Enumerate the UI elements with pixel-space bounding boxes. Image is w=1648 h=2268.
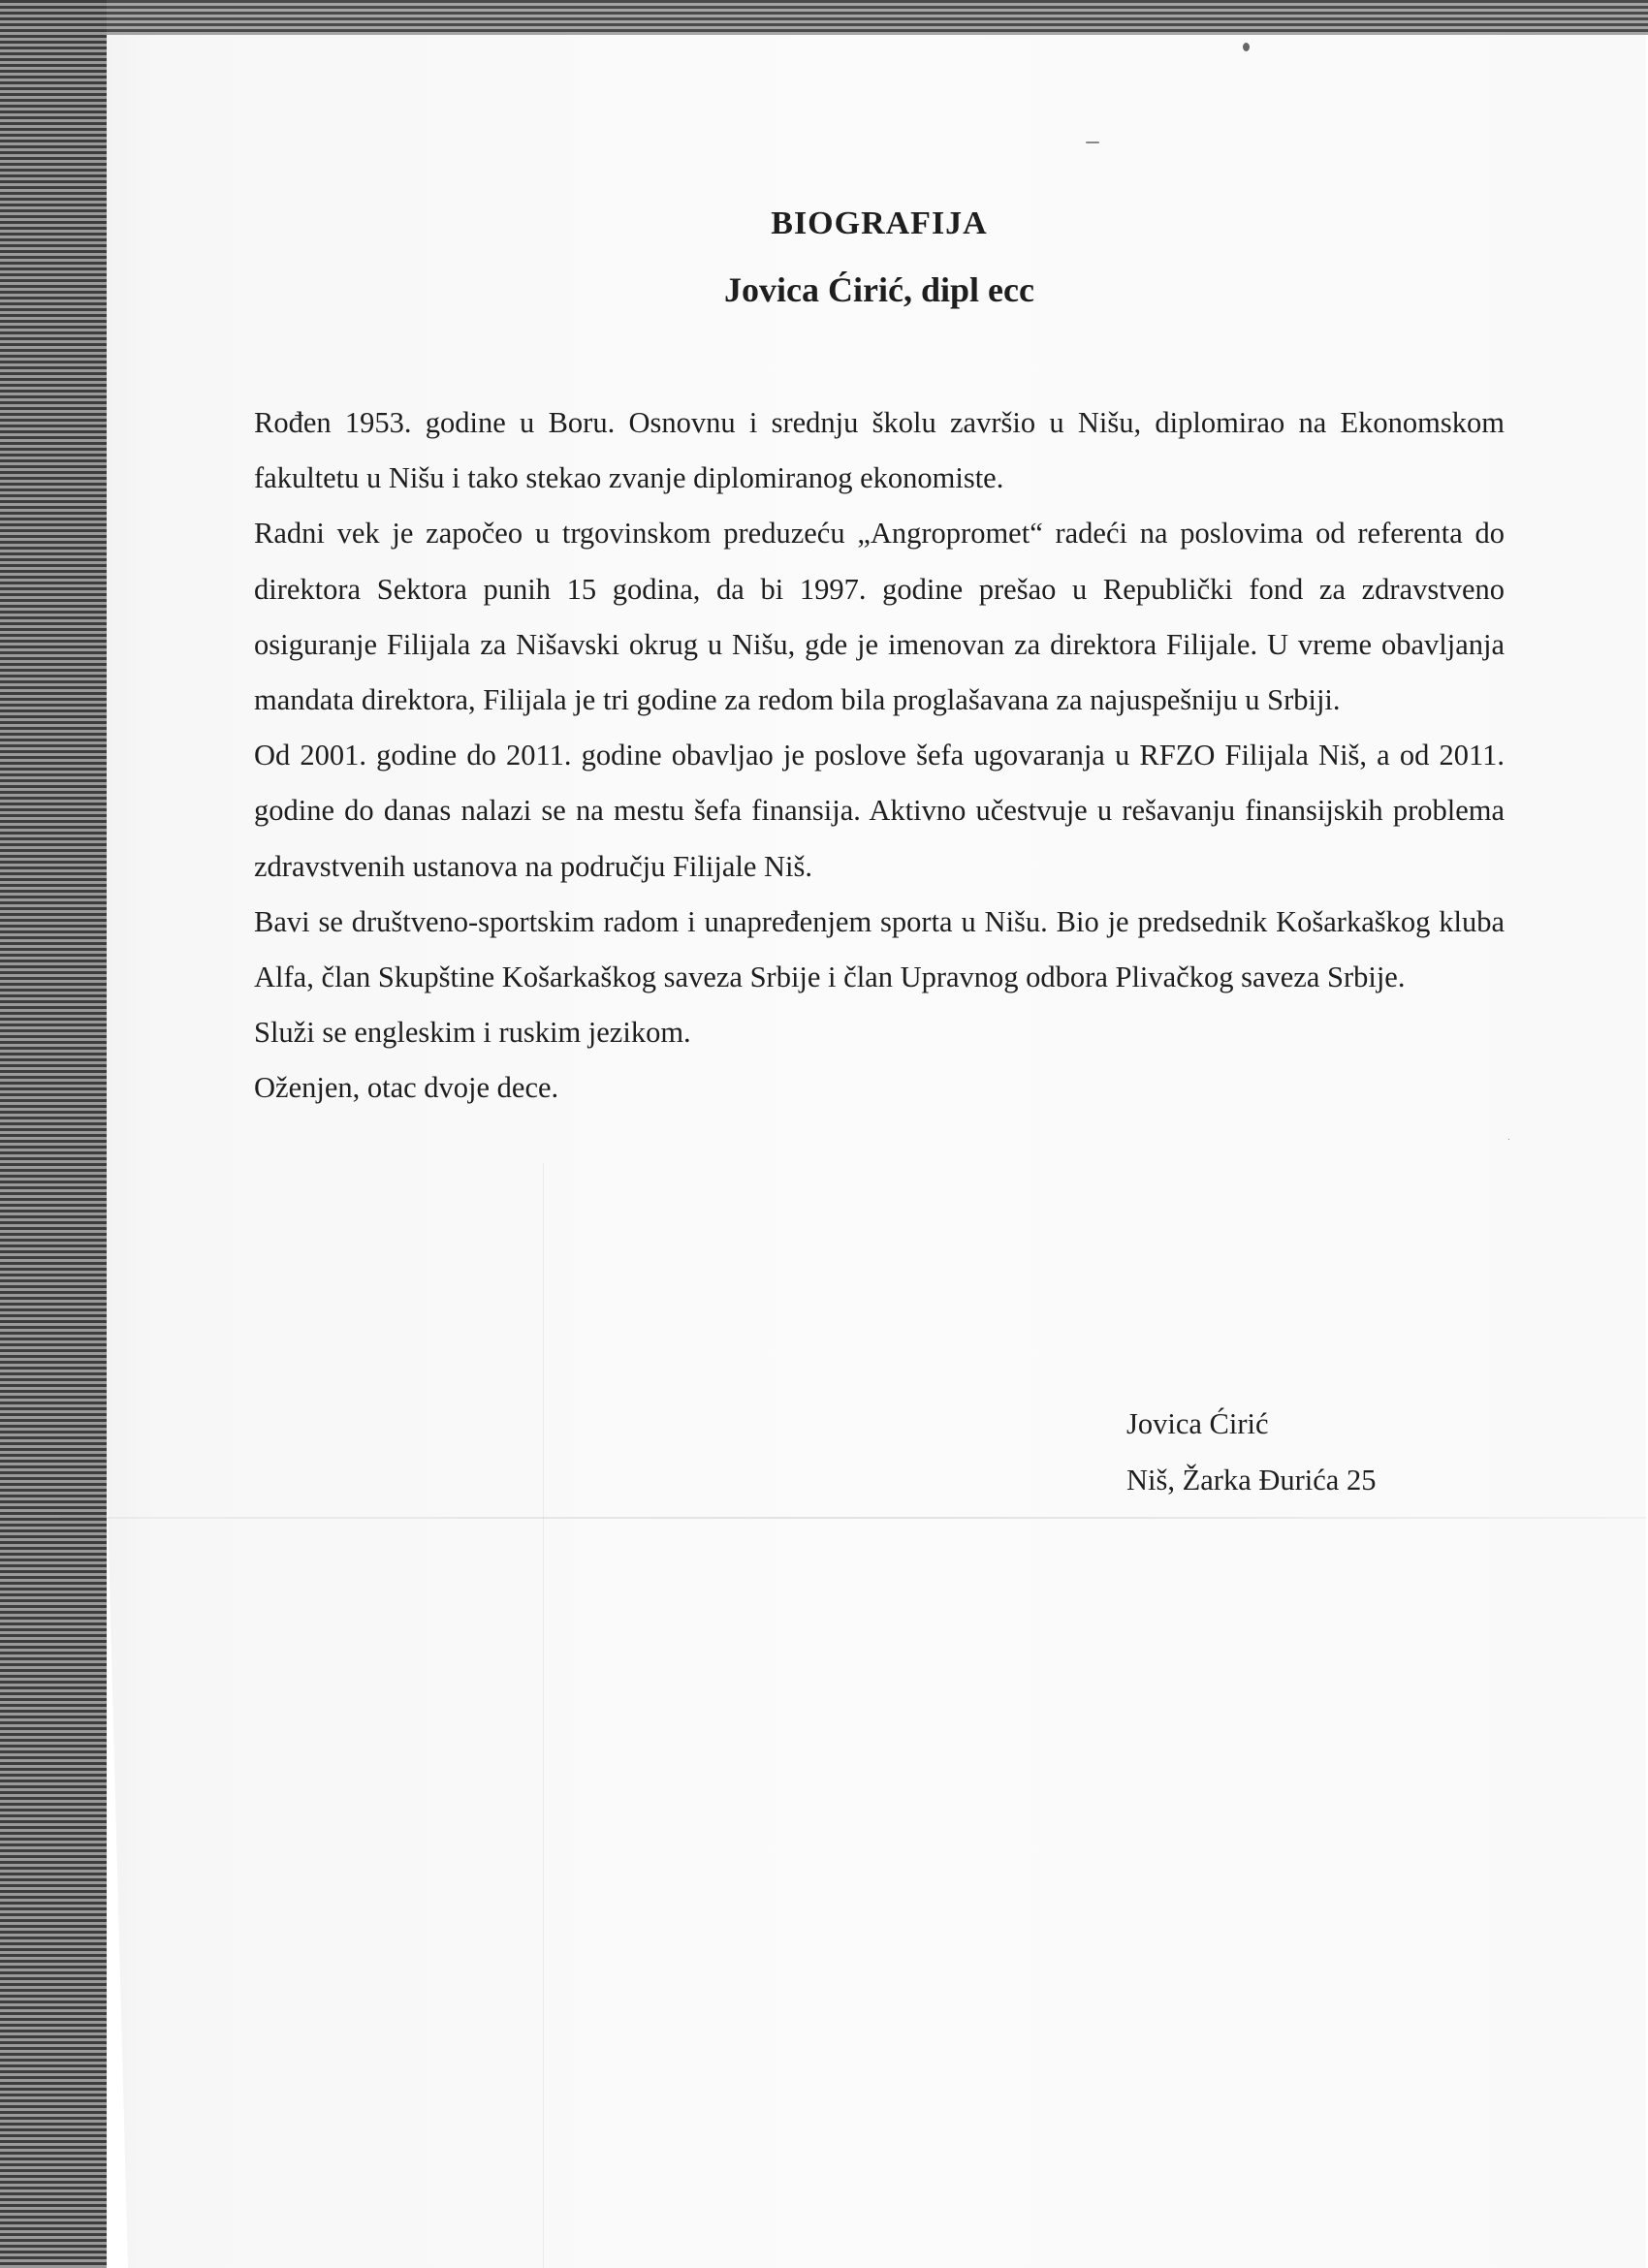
signature-address: Niš, Žarka Đurića 25 [1126, 1464, 1377, 1496]
scan-speck [1086, 142, 1099, 143]
paper-sheet [60, 21, 1646, 2268]
paragraph-birth-education: Rođen 1953. godine u Boru. Osnovnu i srednju školu završio u Nišu, diplomirao na Ekonomskom fakultetu u Nišu i tako stekao zvanje diplomiranog ekonomiste. [254, 406, 1505, 495]
signature-block [1126, 1396, 1376, 1508]
paper-crease [543, 1163, 544, 2268]
paper-fold-line [60, 1517, 1646, 1519]
biography-body [254, 395, 1505, 1117]
scanner-left-edge [0, 0, 107, 2268]
scan-speck [1508, 1139, 1509, 1140]
paragraph-languages: Služi se engleskim i ruskim jezikom. [254, 1016, 691, 1050]
paragraph-sports: Bavi se društveno-sportskim radom i unapređenjem sporta u Nišu. Bio je predsednik Košarkaškog kluba Alfa, član Skupštine Košarkaškog saveza Srbije i član Upravnog odbora Plivačkog saveza Srbije. [254, 904, 1505, 994]
signature-name: Jovica Ćirić [1126, 1407, 1269, 1440]
scanner-top-edge [0, 0, 1648, 35]
scan-speck [1243, 43, 1250, 51]
document-subtitle: Jovica Ćirić, dipl ecc [724, 270, 1034, 309]
paragraph-family: Oženjen, otac dvoje dece. [254, 1071, 559, 1105]
paragraph-career-rfzo: Od 2001. godine do 2011. godine obavljao je poslove šefa ugovaranja u RFZO Filijala Niš, a od 2011. godine do danas nalazi se na mestu šefa finansija. Aktivno učestvuje u rešavanju finansijskih problema zdravstvenih ustanova na području Filijale Niš. [254, 739, 1505, 883]
document-title: BIOGRAFIJA [771, 205, 988, 241]
paragraph-career-start: Radni vek je započeo u trgovinskom preduzeću „Angropromet“ radeći na poslovima od referenta do direktora Sektora punih 15 godina, da bi 1997. godine prešao u Republički fond za zdravstveno osiguranje Filijala za Nišavski okrug u Nišu, gde je imenovan za direktora Filijale. U vreme obavljanja mandata direktora, Filijala je tri godine za redom bila proglašavana za najuspešniju u Srbiji. [254, 517, 1505, 717]
